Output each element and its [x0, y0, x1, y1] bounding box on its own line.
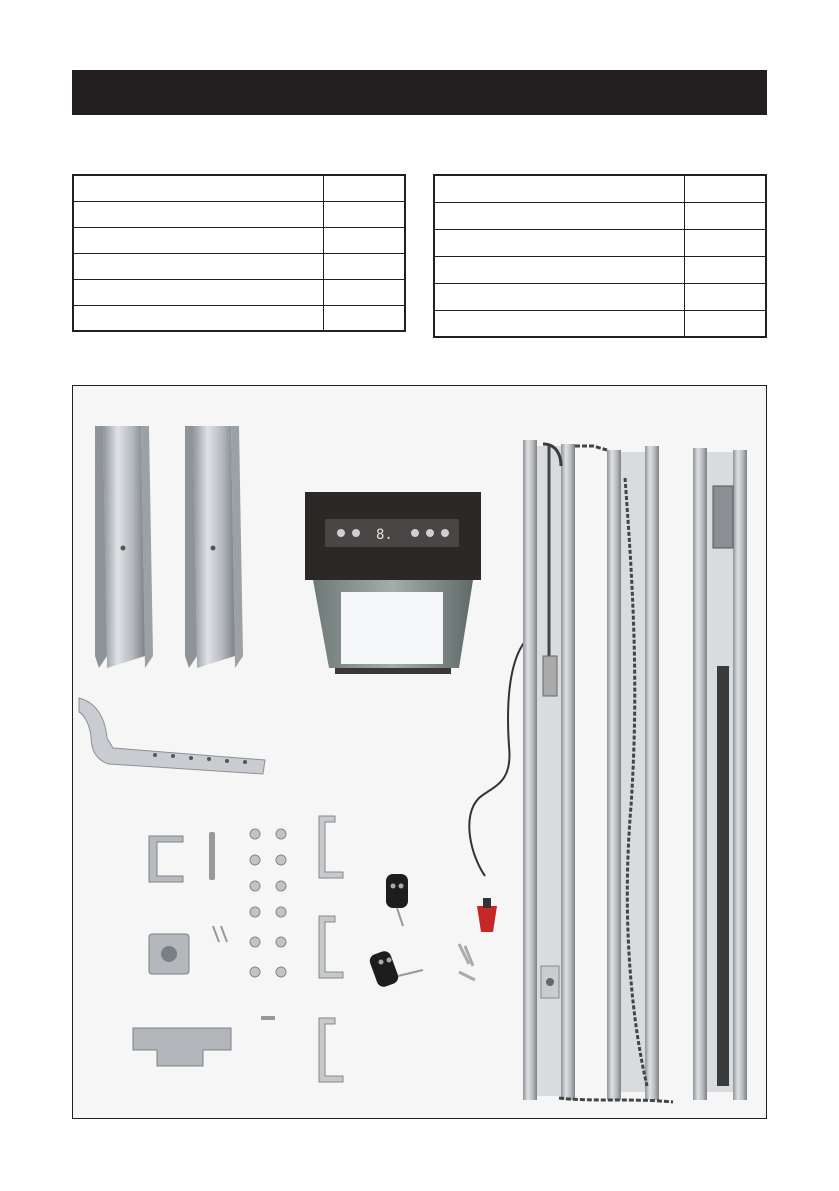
- section-header-bar: [72, 70, 767, 115]
- part-name-cell: [434, 229, 684, 256]
- screws: [459, 944, 475, 980]
- table-row: [73, 201, 405, 227]
- quantity-cell: [684, 175, 766, 202]
- table-row: [73, 227, 405, 253]
- part-name-cell: [73, 201, 323, 227]
- rail-section-2: [607, 446, 659, 1100]
- part-name-cell: [73, 227, 323, 253]
- quantity-cell: [323, 175, 405, 201]
- table-row: [434, 310, 766, 337]
- table-row: [434, 202, 766, 229]
- remote-control-1: [386, 874, 408, 926]
- parts-photo: [72, 385, 767, 1119]
- door-arm: [79, 698, 265, 774]
- quantity-cell: [323, 305, 405, 331]
- part-name-cell: [73, 279, 323, 305]
- table-row: [434, 256, 766, 283]
- part-name-cell: [434, 283, 684, 310]
- part-name-cell: [434, 310, 684, 337]
- table-row: [73, 305, 405, 331]
- table-row: [434, 283, 766, 310]
- motor-display-digit: 8.: [376, 527, 393, 543]
- door-bracket: [149, 934, 189, 974]
- z-brackets: [319, 816, 343, 1082]
- quantity-cell: [323, 227, 405, 253]
- table-row: [434, 229, 766, 256]
- remote-control-2: [368, 949, 423, 988]
- nut-set: [250, 829, 286, 1020]
- rail-section-1: [523, 440, 575, 1100]
- parts-photo-illustration: [73, 386, 766, 1118]
- quantity-cell: [323, 201, 405, 227]
- quantity-cell: [684, 229, 766, 256]
- quantity-cell: [323, 279, 405, 305]
- u-bracket: [149, 836, 183, 882]
- part-name-cell: [434, 256, 684, 283]
- quantity-cell: [323, 253, 405, 279]
- mounting-channel-left: [95, 426, 153, 668]
- split-pins: [213, 926, 227, 942]
- table-row: [434, 175, 766, 202]
- part-name-cell: [434, 202, 684, 229]
- header-bracket: [133, 1028, 231, 1066]
- parts-table-left: [72, 174, 406, 332]
- part-name-cell: [73, 253, 323, 279]
- part-name-cell: [73, 305, 323, 331]
- quantity-cell: [684, 310, 766, 337]
- part-name-cell: [73, 175, 323, 201]
- quantity-cell: [684, 256, 766, 283]
- part-name-cell: [434, 175, 684, 202]
- quantity-cell: [684, 283, 766, 310]
- parts-table-right: [433, 174, 767, 338]
- table-row: [73, 279, 405, 305]
- quantity-cell: [684, 202, 766, 229]
- motor-unit: [305, 492, 481, 674]
- rail-section-3: [693, 448, 747, 1100]
- mounting-channel-right: [185, 426, 243, 668]
- clevis-pin: [209, 832, 215, 880]
- table-row: [73, 175, 405, 201]
- table-row: [73, 253, 405, 279]
